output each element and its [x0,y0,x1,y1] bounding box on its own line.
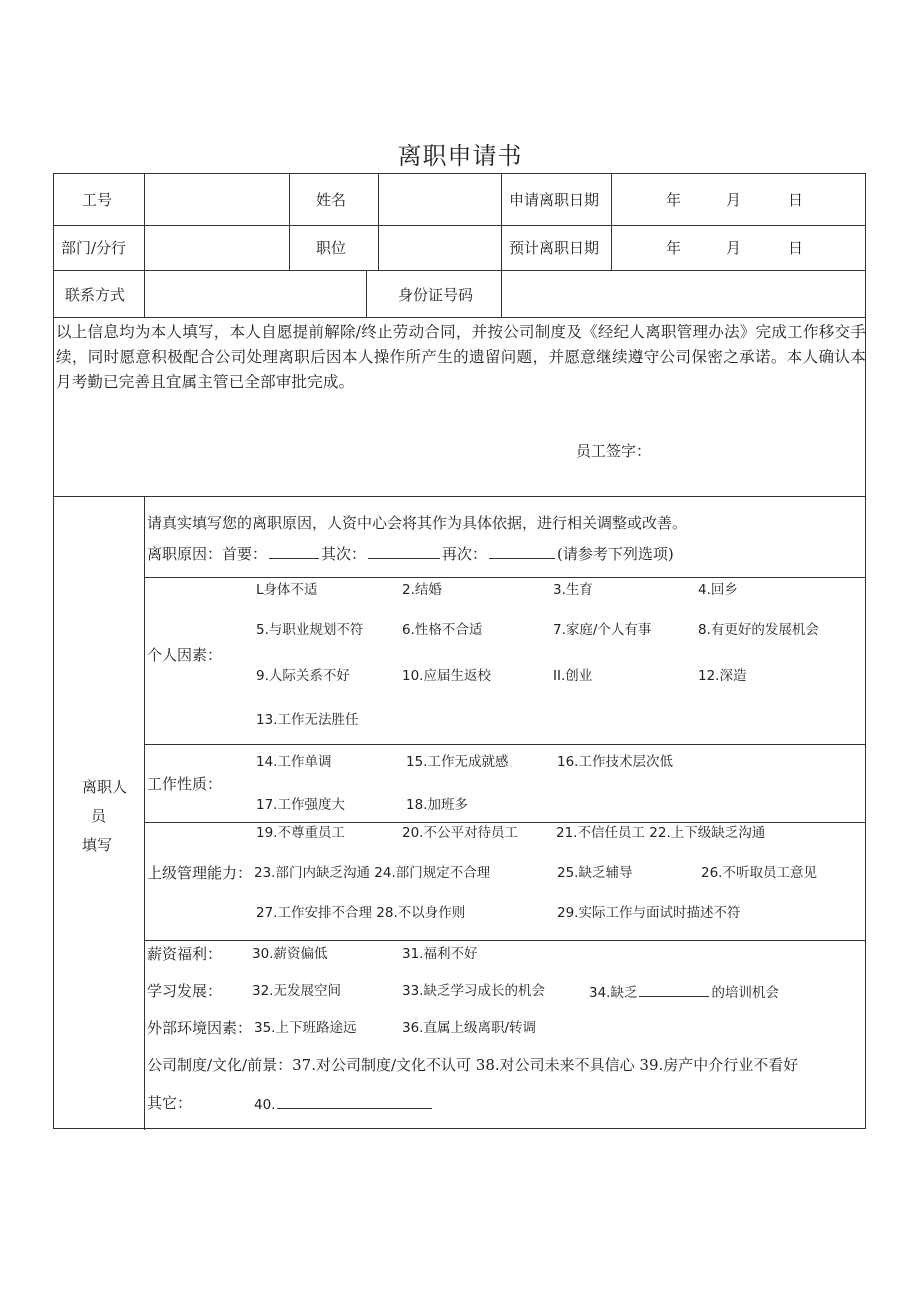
reason-option[interactable]: 10.应届生返校 [402,668,491,684]
name-field[interactable] [379,175,500,224]
reason-option[interactable]: 35.上下班路途远 [254,1020,357,1036]
idcard-label: 身份证号码 [398,286,474,304]
reason-option[interactable]: 2.结婚 [402,582,442,598]
reason-note: (请参考下列选项) [557,545,674,563]
other-reason-blank[interactable] [277,1094,432,1109]
emp-id-field[interactable] [145,175,288,224]
primary-reason-blank[interactable] [269,544,319,559]
col-divider [611,174,612,270]
reason-option[interactable]: II.创业 [553,668,593,684]
name-label: 姓名 [316,191,347,209]
row-divider [144,744,866,745]
dept-label: 部门/分行 [61,239,127,257]
reason-option[interactable]: 5.与职业规划不符 [256,622,364,638]
reason-option[interactable]: 12.深造 [698,668,747,684]
reason-option[interactable]: 32.无发展空间 [252,983,341,999]
dept-field[interactable] [145,226,288,269]
reason-option[interactable]: L身体不适 [256,582,318,598]
section-label-line1: 离职人 [82,778,128,796]
resignation-form [53,173,866,1129]
reason-option[interactable]: 16.工作技术层次低 [557,754,673,770]
reason-option[interactable]: 33.缺乏学习成长的机会 [402,983,545,999]
row-divider [144,940,866,941]
section-label-line3: 填写 [82,836,113,854]
contact-field[interactable] [145,271,365,316]
third-label: 再次： [442,545,488,563]
reason-label: 离职原因：首要： [147,545,268,563]
row-divider [144,822,866,823]
reason-row [147,544,674,563]
apply-month[interactable]: 月 [726,191,742,209]
personal-label: 个人因素： [147,646,223,664]
position-label: 职位 [316,239,347,257]
reason-option[interactable]: 19.不尊重员工 [256,825,345,841]
contact-label: 联系方式 [65,286,126,304]
reason-option[interactable]: 25.缺乏辅导 [557,865,633,881]
reason-option[interactable]: 31.福利不好 [402,946,478,962]
reason-option[interactable]: 14.工作单调 [256,754,332,770]
reason-option[interactable]: 15.工作无成就感 [406,754,509,770]
learning-label: 学习发展： [147,982,223,1000]
reason-option-40[interactable] [254,1094,434,1114]
reason-option[interactable]: 4.回乡 [698,582,738,598]
reason-option-34[interactable] [589,982,779,1002]
option-34-blank[interactable] [639,982,709,997]
reason-option[interactable]: 9.人际关系不好 [256,668,350,684]
intro-text: 请真实填写您的离职原因，人资中心会将其作为具体依据，进行相关调整或改善。 [147,514,688,532]
statement-text: 以上信息均为本人填写，本人自愿提前解除/终止劳动合同，并按公司制度及《经纪人离职管理办法》完成工作移交手续，同时愿意积极配合公司处理离职后因本人操作所产生的遗留问题，并愿意继续遵守公司保密之承诺。本人确认本月考勤已完善且宜属主管已全部审批完成。 [56,323,866,391]
reason-option[interactable]: 36.直属上级离职/转调 [402,1020,537,1036]
second-label: 其次： [321,545,367,563]
reason-option[interactable]: 20.不公平对待员工 [402,825,518,841]
reason-option[interactable]: 30.薪资偏低 [252,946,328,962]
expected-month[interactable]: 月 [726,239,742,257]
reason-option[interactable]: 7.家庭/个人有事 [553,622,652,638]
option-34-suffix: 的培训机会 [711,985,779,1001]
option-40-number: 40. [254,1097,276,1113]
position-field[interactable] [379,226,500,269]
reason-option[interactable]: 8.有更好的发展机会 [698,622,819,638]
expected-day[interactable]: 日 [788,239,804,257]
other-label: 其它： [147,1094,193,1112]
work-label: 工作性质： [147,775,223,793]
second-reason-blank[interactable] [368,544,440,559]
apply-year[interactable]: 年 [666,191,682,209]
expected-date-label: 预计离职日期 [509,239,600,257]
section-label-line2: 员 [91,807,107,825]
idcard-field[interactable] [502,271,865,316]
col-divider [289,174,290,270]
reason-option[interactable]: 21.不信任员工 22.上下级缺乏沟通 [556,825,766,841]
reason-option[interactable]: 26.不听取员工意见 [701,865,817,881]
reason-option[interactable]: 23.部门内缺乏沟通 24.部门规定不合理 [254,865,491,881]
apply-day[interactable]: 日 [788,191,804,209]
external-label: 外部环境因素： [147,1019,253,1037]
salary-label: 薪资福利： [147,945,223,963]
reason-option[interactable]: 29.实际工作与面试时描述不符 [557,905,741,921]
row-divider [144,577,866,578]
row-divider [54,496,866,497]
policy-row[interactable]: 公司制度/文化/前景：37.对公司制度/文化不认可 38.对公司未来不具信心 39.房产中介行业不看好 [147,1056,799,1074]
mgmt-label: 上级管理能力： [147,864,253,882]
employee-signature[interactable]: 员工签字： [576,442,652,460]
page-title: 离职申请书 [397,142,523,170]
reason-option[interactable]: 18.加班多 [406,797,468,813]
third-reason-blank[interactable] [489,544,555,559]
reason-option[interactable]: 6.性格不合适 [402,622,483,638]
reason-option[interactable]: 17.工作强度大 [256,797,345,813]
reason-option[interactable]: 27.工作安排不合理 28.不以身作则 [256,905,466,921]
reason-option[interactable]: 3.生育 [553,582,593,598]
reason-option[interactable]: 13.工作无法胜任 [256,712,359,728]
col-divider [366,270,367,317]
apply-date-label: 申请离职日期 [509,191,600,209]
col-divider [144,496,145,1130]
row-divider [54,317,866,318]
emp-id-label: 工号 [82,191,113,209]
option-34-prefix: 34.缺乏 [589,985,638,1001]
expected-year[interactable]: 年 [666,239,682,257]
